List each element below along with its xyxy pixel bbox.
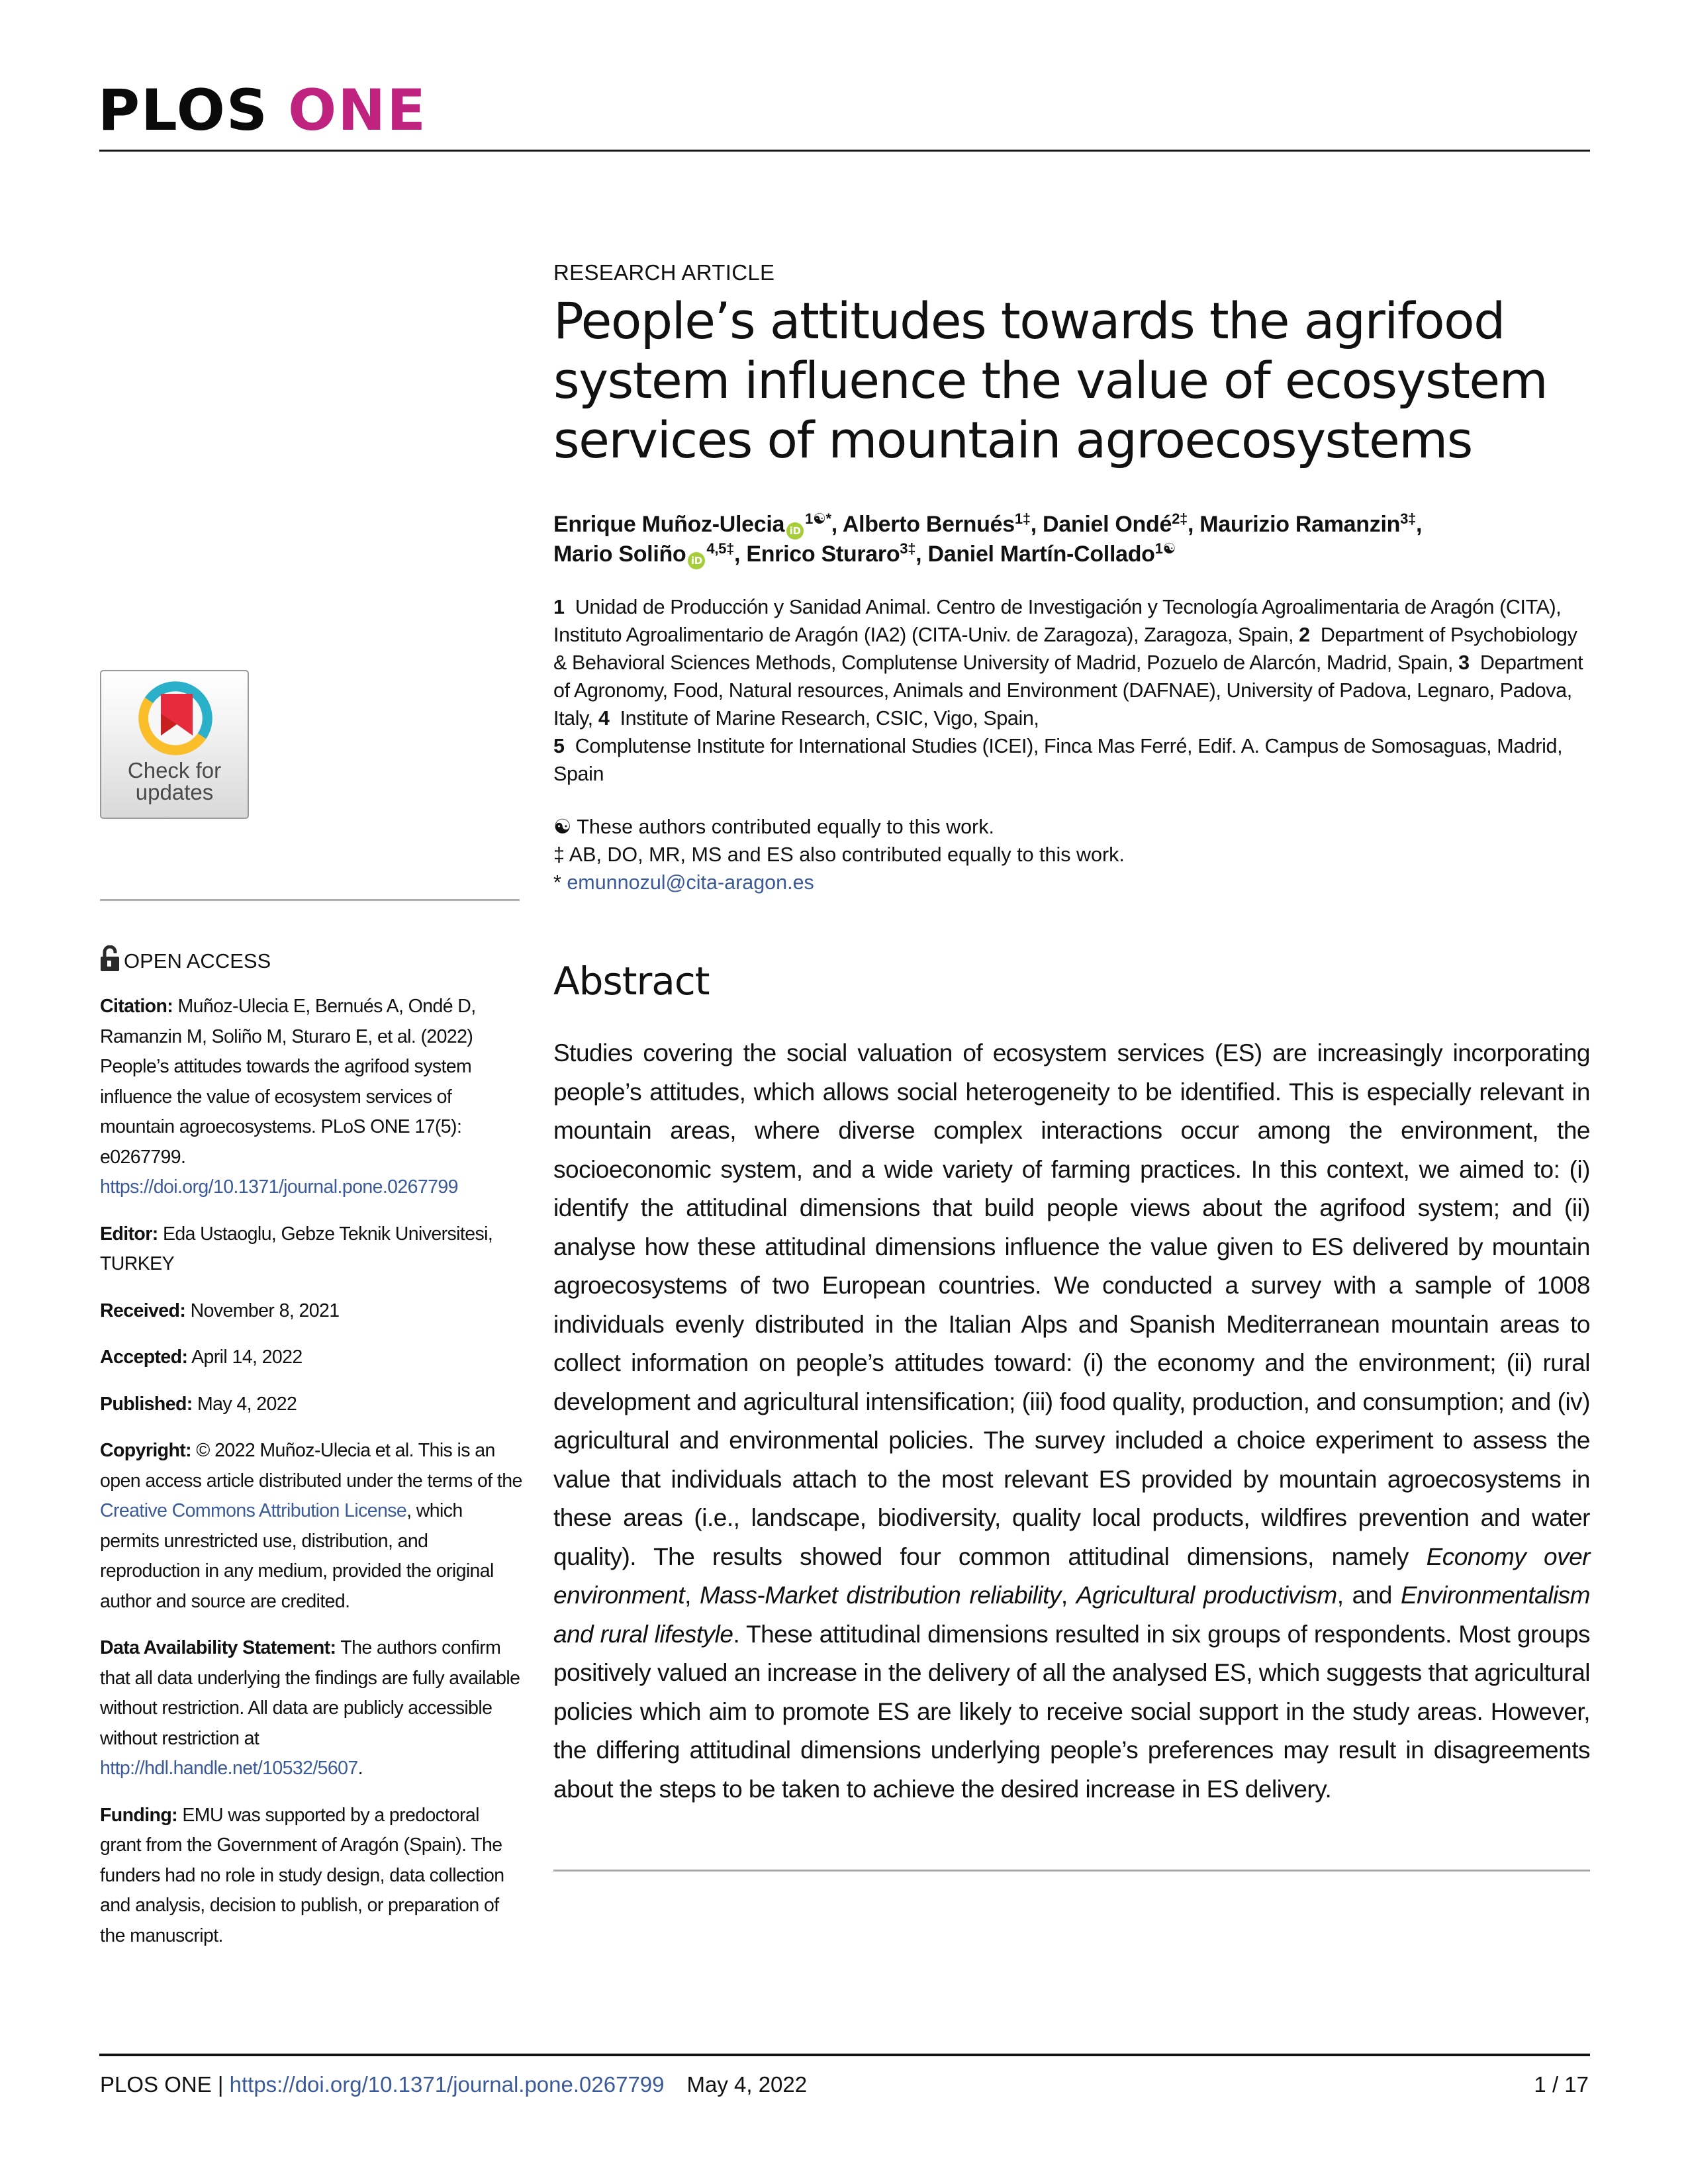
author-affiliation-marker: 3‡ xyxy=(1400,510,1416,527)
journal-logo xyxy=(98,77,427,144)
abstract-heading: Abstract xyxy=(553,959,710,1004)
author-affiliation-marker: 2‡ xyxy=(1172,510,1188,527)
editor: Editor: Eda Ustaoglu, Gebze Teknik Universitesi, TURKEY xyxy=(100,1223,493,1274)
abstract-divider xyxy=(553,1870,1590,1872)
also-equal-contribution-note: ‡ AB, DO, MR, MS and ES also contributed equally to this work. xyxy=(553,843,1125,866)
accepted-date: Accepted: April 14, 2022 xyxy=(100,1347,303,1368)
author-name: Maurizio Ramanzin xyxy=(1199,512,1401,537)
author-separator: , xyxy=(1030,512,1043,537)
author-affiliation-marker: 1‡ xyxy=(1014,510,1031,527)
article-metadata xyxy=(100,992,524,1968)
author-separator: , xyxy=(831,512,843,537)
affiliation-text: Department of Psychobiology & Behavioral Sciences Methods, Complutense University of Madrid, Pozuelo de Alarcón, Madrid, Spain, xyxy=(553,624,1577,674)
affiliations xyxy=(553,593,1590,788)
footer-citation: PLOS ONE | https://doi.org/10.1371/journal.pone.0267799 May 4, 2022 xyxy=(100,2072,808,2097)
orcid-icon[interactable]: iD xyxy=(786,522,804,540)
author-affiliation-marker: 4,5‡ xyxy=(706,540,735,557)
citation: Citation: Muñoz-Ulecia E, Bernués A, Ondé D, Ramanzin M, Soliño M, Sturaro E, et al. (2022) People’s attitudes towards the agrifood system influence the value of ecosystem services of mountain agroecosystems. PLoS ONE 17(5): e0267799. https://doi.org/10.1371/journal.pone.0267799 xyxy=(100,996,476,1198)
funding: Funding: EMU was supported by a predoctoral grant from the Government of Aragón (Spain). The funders had no role in study design, data collection and analysis, decision to publish, or preparation of the manuscript. xyxy=(100,1804,504,1946)
author-name: Enrique Muñoz-Ulecia xyxy=(553,512,785,537)
author-separator: , xyxy=(1187,512,1200,537)
author-name: Daniel Martín-Collado xyxy=(927,542,1155,567)
open-access-label: OPEN ACCESS xyxy=(100,945,271,974)
logo-one: ONE xyxy=(288,77,427,144)
author-affiliation-marker: 1☯ xyxy=(1154,540,1176,557)
abstract-text: Studies covering the social valuation of ecosystem services (ES) are increasingly incorporating people’s attitudes, which allows social heterogeneity to be identified. This is especially relevant in mountain areas, where diverse complex interactions occur among the environment, the socioeconomic system, and a wide variety of farming practices. In this context, we aimed to: (i) identify the attitudinal dimensions that build people views about the agrifood system; and (ii) analyse how these attitudinal dimensions influence the value given to ES delivered by mountain agroecosystems of two European countries. We conducted a survey with a sample of 1008 individuals evenly distributed in the Italian Alps and Spanish Mediterranean mountain areas to collect information on people’s attitudes toward: (i) the economy and the environment; (ii) rural development and agricultural intensification; (iii) food quality, production, and consumption; and (iv) agricultural and environmental policies. The survey included a choice experiment to assess the value that individuals attach to the most relevant ES provided by mountain agroecosystems in these areas (i.e., landscape, biodiversity, quality local products, wildfires prevention and water quality). The results showed four common attitudinal dimensions, namely Economy over environment, Mass-Market distribution reliability, Agricultural productivism, and Environmentalism and rural lifestyle. These attitudinal dimensions resulted in six groups of respondents. Most groups positively valued an increase in the delivery of all the analysed ES, which suggests that agricultural policies which aim to promote ES are likely to receive social support in the study areas. However, the differing attitudinal dimensions underlying people’s preferences may result in disagreements about the steps to be taken to achieve the desired increase in ES delivery. xyxy=(553,1039,1591,1803)
author-notes xyxy=(553,813,1590,896)
footer-doi-link[interactable]: https://doi.org/10.1371/journal.pone.0267799 xyxy=(229,2072,665,2097)
footer-date: May 4, 2022 xyxy=(686,2072,808,2097)
author-separator: , xyxy=(915,542,928,567)
received-date: Received: November 8, 2021 xyxy=(100,1300,340,1321)
author-separator: , xyxy=(1415,512,1423,537)
author-name: Daniel Ondé xyxy=(1042,512,1172,537)
article-title: People’s attitudes towards the agrifood system influence the value of ecosystem services of mountain agroecosystems xyxy=(553,291,1548,469)
affiliation-text: Department of Agronomy, Food, Natural resources, Animals and Environment (DAFNAE), University of Padova, Legnaro, Padova, Italy, xyxy=(553,651,1583,730)
crossmark-icon xyxy=(136,679,214,757)
data-handle-link[interactable]: http://hdl.handle.net/10532/5607 xyxy=(100,1758,358,1779)
affiliation-number: 2 xyxy=(1299,624,1310,646)
author-separator: , xyxy=(734,542,747,567)
corresponding-email-link[interactable]: emunnozul@cita-aragon.es xyxy=(567,871,814,894)
author-list xyxy=(553,510,1590,569)
article-type: RESEARCH ARTICLE xyxy=(553,260,775,285)
unlocked-padlock-icon xyxy=(100,945,120,972)
footer-divider xyxy=(99,2054,1590,2056)
author-affiliation-marker: 1☯* xyxy=(805,510,831,527)
orcid-icon[interactable]: iD xyxy=(688,552,705,569)
check-for-updates-badge[interactable] xyxy=(100,670,249,819)
affiliation-number: 5 xyxy=(553,735,565,757)
author-affiliation-marker: 3‡ xyxy=(900,540,916,557)
author-name: Mario Soliño xyxy=(553,542,686,567)
affiliation-text: Institute of Marine Research, CSIC, Vigo, Spain, xyxy=(620,707,1039,730)
copyright: Copyright: © 2022 Muñoz-Ulecia et al. This is an open access article distributed under the terms of the Creative Commons Attribution License, which permits unrestricted use, distribution, and reproduction in any medium, provided the original author and source are credited. xyxy=(100,1440,522,1612)
page-number: 1 / 17 xyxy=(1534,2072,1589,2097)
author-name: Alberto Bernués xyxy=(842,512,1015,537)
equal-contribution-note: ☯ These authors contributed equally to this work. xyxy=(553,816,994,838)
affiliation-number: 1 xyxy=(553,596,565,618)
affiliation-text: Complutense Institute for International Studies (ICEI), Finca Mas Ferré, Edif. A. Campus de Somosaguas, Madrid, Spain xyxy=(553,735,1563,785)
sidebar-divider xyxy=(100,899,520,901)
corresponding-author: * emunnozul@cita-aragon.es xyxy=(553,871,814,894)
author-name: Enrico Sturaro xyxy=(746,542,900,567)
logo-plos: PLOS xyxy=(98,77,269,144)
affiliation-number: 3 xyxy=(1458,651,1470,674)
published-date: Published: May 4, 2022 xyxy=(100,1393,297,1415)
affiliation-number: 4 xyxy=(598,707,610,730)
badge-label: Check for updates xyxy=(127,758,222,804)
citation-doi-link[interactable]: https://doi.org/10.1371/journal.pone.0267799 xyxy=(100,1176,458,1198)
header-divider xyxy=(99,150,1590,152)
affiliation-text: Unidad de Producción y Sanidad Animal. Centro de Investigación y Tecnología Agroalimentaria de Aragón (CITA), Instituto Agroalimentario de Aragón (IA2) (CITA-Univ. de Zaragoza), Zaragoza, Spain, xyxy=(553,596,1562,646)
data-availability: Data Availability Statement: The authors confirm that all data underlying the findings are fully available without restriction. All data are publicly accessible without restriction at http://hdl.handle.net/10532/5607. xyxy=(100,1637,520,1779)
license-link[interactable]: Creative Commons Attribution License xyxy=(100,1500,407,1521)
